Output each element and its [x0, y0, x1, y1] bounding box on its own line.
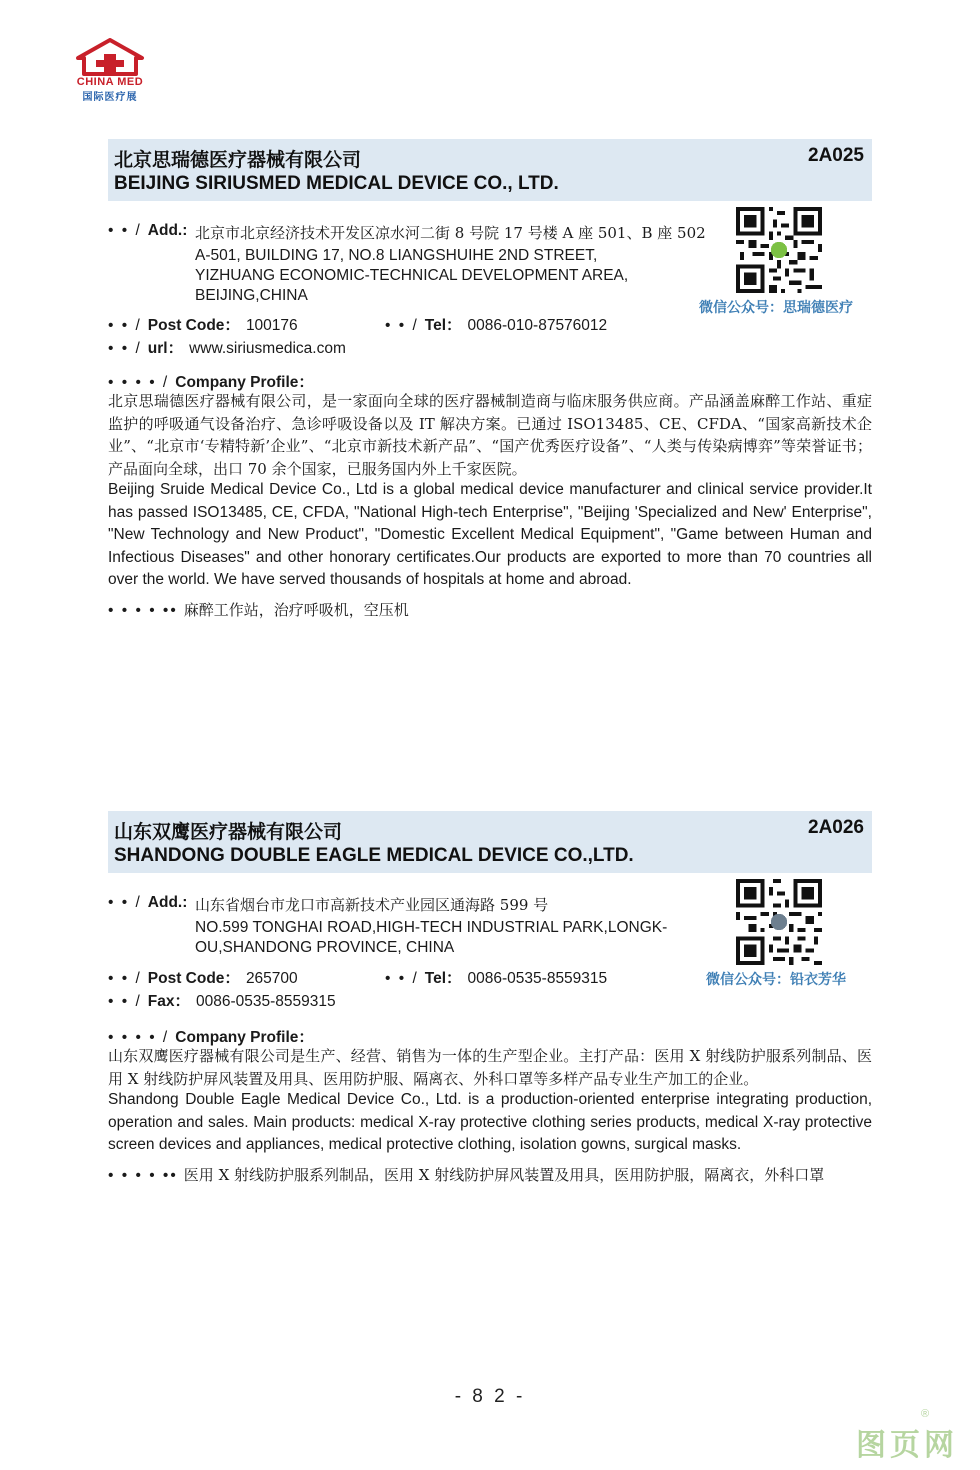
- products-row: [108, 599, 409, 620]
- address-cn: 山东省烟台市龙口市高新技术产业园区通海路 599 号: [195, 896, 549, 914]
- qr-caption: 微信公众号：铅衣芳华: [706, 971, 846, 987]
- products-row: [108, 1164, 824, 1185]
- tel-label: Tel：: [424, 317, 462, 334]
- exhibitor-entry: [108, 139, 872, 629]
- address-label: Add.:: [147, 894, 188, 911]
- products-text: 麻醉工作站，治疗呼吸机，空压机: [183, 601, 409, 619]
- bullet-icon: • • /: [108, 340, 142, 357]
- exhibitor-header: [108, 811, 872, 873]
- address-row: [108, 222, 187, 240]
- address-cn: 北京市北京经济技术开发区凉水河二街 8 号院 17 号楼 A 座 501、B 座 502: [195, 224, 706, 242]
- qr-code-icon: [736, 879, 822, 965]
- postcode-row: [108, 966, 298, 988]
- profile-text-en: Beijing Sruide Medical Device Co., Ltd is a global medical device manufacturer and clinical service provider.It has passed ISO13485, CE, CFDA, "National High-tech Enterprise", "Beijing 'Specialized and New' Enterprise", "New Technology and New Product", "Domestic Excellent Medical Equipment", "Game between Human and Infectious Diseases" and other honorary certificates.Our products are exported to more than 70 countries all over the world. We have served thousands of hospitals at home and abroad.: [108, 481, 872, 588]
- exhibitor-header: [108, 139, 872, 201]
- address-label: Add.:: [147, 222, 188, 239]
- profile-label: Company Profile：: [175, 374, 314, 391]
- url-link[interactable]: www.siriusmedica.com: [189, 340, 346, 357]
- company-name-cn: 北京思瑞德医疗器械有限公司: [114, 150, 362, 171]
- bullet-icon: • • /: [108, 317, 142, 334]
- watermark-registered-mark: ®: [921, 1408, 930, 1420]
- profile-text-en: Shandong Double Eagle Medical Device Co., Ltd. is a production-oriented enterprise integrating production, operation and sales. Main products: medical X-ray protective clothing series products, medical X-ray protective screen devices and appliances, medical protective clothing, isolation gowns, surgical masks.: [108, 1091, 872, 1153]
- products-text: 医用 X 射线防护服系列制品，医用 X 射线防护屏风装置及用具，医用防护服，隔离衣，外科口罩: [183, 1166, 825, 1184]
- tel-value: 0086-0535-8559315: [467, 970, 608, 987]
- url-row: [108, 336, 346, 358]
- logo-house-icon: [70, 38, 150, 78]
- bullet-icon: • • • • /: [108, 1029, 170, 1046]
- address-en-line: A-501, BUILDING 17, NO.8 LIANGSHUIHE 2ND STREET,: [195, 247, 598, 264]
- postcode-row: [108, 313, 298, 335]
- profile-label-row: [108, 1025, 314, 1047]
- logo-text-cn: 国际医疗展: [82, 92, 138, 103]
- postcode-value: 100176: [245, 317, 298, 334]
- tel-row: [385, 313, 607, 335]
- company-name-en: BEIJING SIRIUSMED MEDICAL DEVICE CO., LTD.: [114, 173, 559, 194]
- url-label: url：: [147, 340, 184, 357]
- bullet-icon: • • /: [385, 317, 419, 334]
- postcode-value: 265700: [245, 970, 298, 987]
- address-en-line: OU,SHANDONG PROVINCE, CHINA: [195, 939, 455, 956]
- bullet-icon: • • • • ••: [108, 1167, 178, 1184]
- postcode-label: Post Code：: [147, 317, 240, 334]
- profile-label: Company Profile：: [175, 1029, 314, 1046]
- fax-label: Fax：: [147, 993, 190, 1010]
- address-en-line: BEIJING,CHINA: [195, 287, 308, 304]
- bullet-icon: • • /: [108, 970, 142, 987]
- qr-code-icon: [736, 207, 822, 293]
- bullet-icon: • • /: [385, 970, 419, 987]
- company-name-en: SHANDONG DOUBLE EAGLE MEDICAL DEVICE CO.,LTD.: [114, 845, 634, 866]
- bullet-icon: • • • • ••: [108, 602, 178, 619]
- fax-value: 0086-0535-8559315: [196, 993, 336, 1010]
- company-name-cn: 山东双鹰医疗器械有限公司: [114, 822, 343, 843]
- booth-number: 2A025: [808, 145, 864, 166]
- fax-row: [108, 989, 336, 1011]
- address-en-line: YIZHUANG ECONOMIC-TECHNICAL DEVELOPMENT AREA,: [195, 267, 629, 284]
- bullet-icon: • • • • /: [108, 374, 170, 391]
- qr-caption: 微信公众号：思瑞德医疗: [699, 299, 853, 315]
- tel-row: [385, 966, 607, 988]
- bullet-icon: • • /: [108, 993, 142, 1010]
- address-en-line: NO.599 TONGHAI ROAD,HIGH-TECH INDUSTRIAL PARK,LONGK-: [195, 919, 668, 936]
- address-row: [108, 894, 187, 912]
- exhibitor-entry: [108, 811, 872, 1191]
- china-med-logo: [70, 38, 150, 103]
- bullet-icon: • • /: [108, 894, 142, 911]
- profile-label-row: [108, 370, 314, 392]
- bullet-icon: • • /: [108, 222, 142, 239]
- page-number: - 8 2 -: [454, 1386, 526, 1407]
- watermark: 图页网: [856, 1429, 958, 1462]
- tel-label: Tel：: [424, 970, 462, 987]
- postcode-label: Post Code：: [147, 970, 240, 987]
- booth-number: 2A026: [808, 817, 864, 838]
- logo-text-en: CHINA MED: [76, 76, 144, 88]
- profile-text-cn: 山东双鹰医疗器械有限公司是生产、经营、销售为一体的生产型企业。主打产品：医用 X 射线防护服系列制品、医用 X 射线防护屏风装置及用具、医用防护服、隔离衣、外科口罩等多样产品专业生产加工的企业。: [108, 1047, 872, 1088]
- profile-text-cn: 北京思瑞德医疗器械有限公司，是一家面向全球的医疗器械制造商与临床服务供应商。产品涵盖麻醉工作站、重症监护的呼吸通气设备治疗、急诊呼吸设备以及 IT 解决方案。已通过 ISO13485、CE、CFDA、“国家高新技术企业”、“北京市‘专精特新’企业”、“北京市新技术新产品”、“国产优秀医疗设备”、“人类与传染病博弈”等荣誉证书；产品面向全球，出口 70 余个国家，已服务国内外上千家医院。: [108, 392, 872, 478]
- tel-value: 0086-010-87576012: [467, 317, 608, 334]
